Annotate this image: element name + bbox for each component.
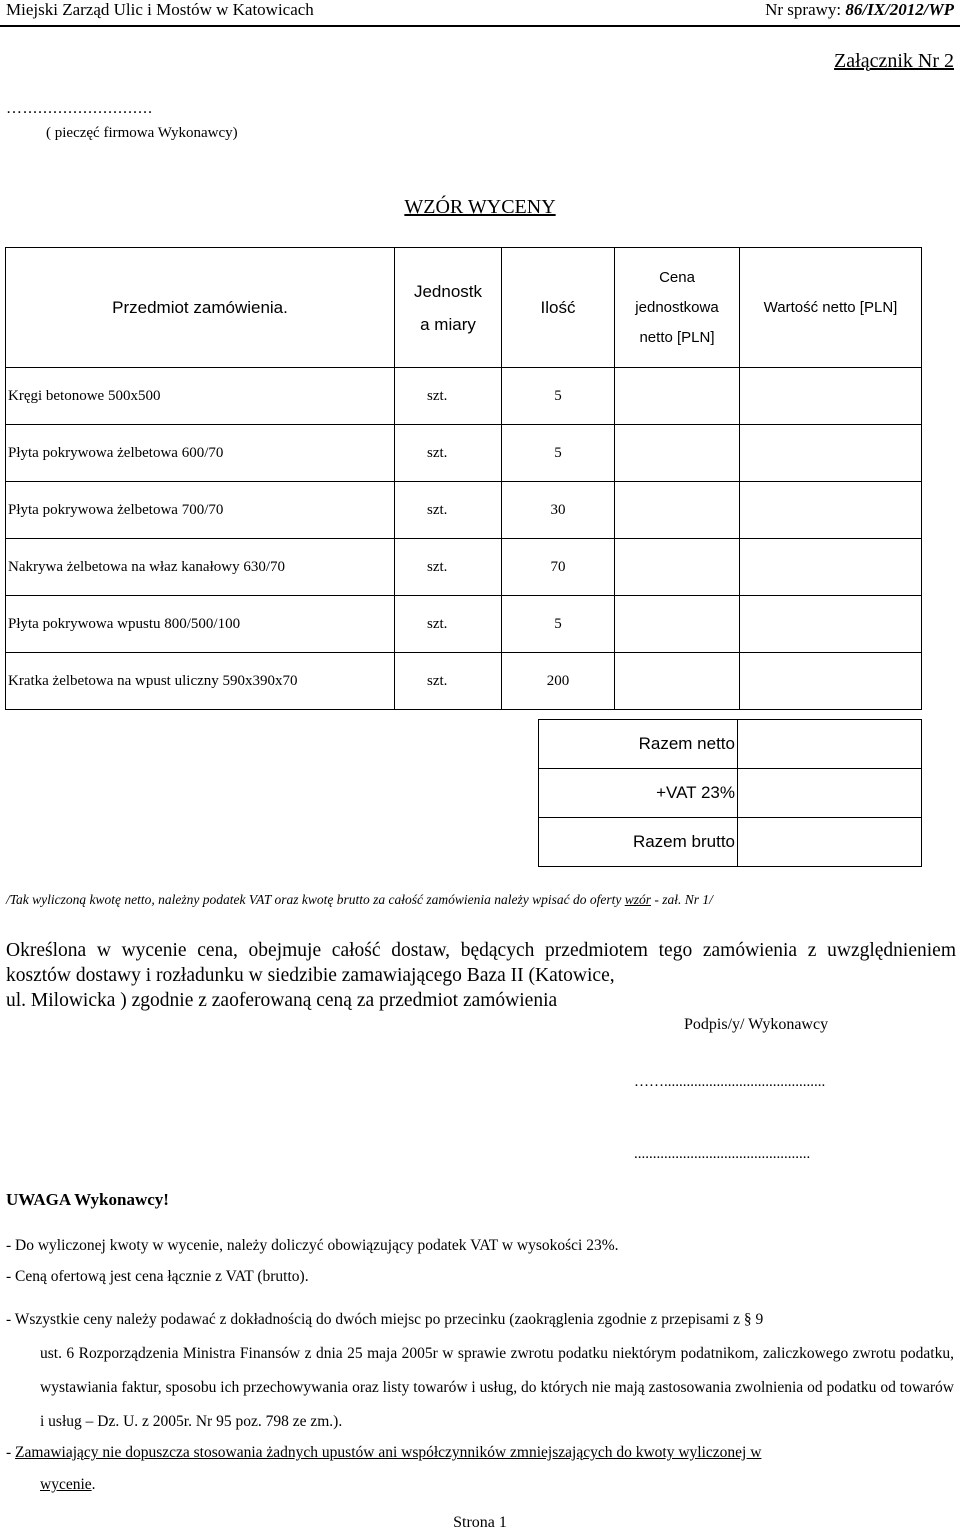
note-text: /Tak wyliczoną kwotę netto, należny podatek VAT oraz kwotę brutto za całość zamówienia należy wpisać do oferty	[6, 892, 625, 907]
header-unit-line2: a miary	[420, 314, 476, 334]
item-net-value-cell[interactable]	[740, 482, 922, 539]
item-unit: szt.	[395, 482, 502, 539]
warning-title: UWAGA Wykonawcy!	[6, 1190, 169, 1209]
rule4-underlined-end: wycenie	[40, 1476, 92, 1493]
item-name: Płyta pokrywowa wpustu 800/500/100	[6, 596, 395, 653]
page-number: Strona 1	[453, 1514, 507, 1531]
warning-rule-rounding	[6, 1303, 954, 1439]
totals-row-gross	[539, 818, 922, 867]
total-gross-label: Razem brutto	[539, 818, 738, 867]
item-name: Płyta pokrywowa żelbetowa 600/70	[6, 425, 395, 482]
rule4-prefix: -	[6, 1444, 16, 1461]
paragraph-line-1: Określona w wycenie cena, obejmuje całość dostaw, będących przedmiotem tego zamówienia z uwzględnieniem kosztów dostawy i rozładunku w siedzibie zamawiającego Baza II (Katowice,	[6, 940, 956, 986]
signature-line-2: ...............................................	[634, 1146, 811, 1162]
item-quantity: 70	[502, 539, 615, 596]
rule4-second-line	[6, 1476, 96, 1493]
total-net-value-cell[interactable]	[738, 720, 922, 769]
header-case-number	[765, 0, 954, 20]
header-price-line3: netto [PLN]	[639, 328, 715, 346]
header-net-value: Wartość netto [PLN]	[740, 248, 922, 368]
item-quantity: 30	[502, 482, 615, 539]
item-net-value-cell[interactable]	[740, 368, 922, 425]
item-unit: szt.	[395, 539, 502, 596]
title-text: WZÓR WYCENY	[404, 196, 556, 218]
note-tail: - zał. Nr 1/	[650, 892, 713, 907]
header-unit-line1: Jednostk	[413, 281, 483, 301]
table-row	[6, 425, 922, 482]
totals-table	[538, 719, 922, 867]
item-name: Kratka żelbetowa na wpust uliczny 590x390x70	[6, 653, 395, 710]
item-quantity: 200	[502, 653, 615, 710]
rounding-rule-first-line: - Wszystkie ceny należy podawać z dokładnością do dwóch miejsc po przecinku (zaokrąglenia zgodnie z przepisami z § 9	[6, 1311, 764, 1328]
paragraph-line-2: ul. Milowicka ) zgodnie z zaoferowaną ceną za przedmiot zamówienia	[6, 990, 558, 1011]
item-net-value-cell[interactable]	[740, 596, 922, 653]
item-unit-price-cell[interactable]	[615, 596, 740, 653]
item-unit-price-cell[interactable]	[615, 653, 740, 710]
stamp-dotted-line: …..........................	[6, 100, 153, 117]
item-quantity: 5	[502, 425, 615, 482]
header-unit-price	[615, 248, 740, 368]
table-header-row	[6, 248, 922, 368]
item-unit-price-cell[interactable]	[615, 368, 740, 425]
document-title	[0, 196, 960, 219]
table-row	[6, 482, 922, 539]
header-item: Przedmiot zamówienia.	[6, 248, 395, 368]
item-unit: szt.	[395, 596, 502, 653]
item-unit: szt.	[395, 425, 502, 482]
item-quantity: 5	[502, 368, 615, 425]
table-row	[6, 539, 922, 596]
warning-rule-gross-price: - Ceną ofertową jest cena łącznie z VAT (brutto).	[6, 1268, 309, 1285]
item-unit-price-cell[interactable]	[615, 482, 740, 539]
header-organization: Miejski Zarząd Ulic i Mostów w Katowicach	[6, 0, 314, 19]
table-row	[6, 653, 922, 710]
stamp-caption: ( pieczęć firmowa Wykonawcy)	[46, 125, 238, 141]
rule4-underlined-text: Zamawiający nie dopuszcza stosowania żadnych upustów ani współczynników zmniejszających do kwoty wyliczonej w	[15, 1444, 762, 1461]
case-number: 86/IX/2012/WP	[845, 0, 954, 19]
price-scope-paragraph	[6, 938, 956, 1013]
item-name: Płyta pokrywowa żelbetowa 700/70	[6, 482, 395, 539]
item-unit: szt.	[395, 653, 502, 710]
item-net-value-cell[interactable]	[740, 539, 922, 596]
table-row	[6, 368, 922, 425]
item-unit: szt.	[395, 368, 502, 425]
item-quantity: 5	[502, 596, 615, 653]
total-vat-value-cell[interactable]	[738, 769, 922, 818]
signature-line-1: ……...........................................	[634, 1074, 826, 1090]
total-vat-label: +VAT 23%	[539, 769, 738, 818]
item-unit-price-cell[interactable]	[615, 539, 740, 596]
header-quantity: Ilość	[502, 248, 615, 368]
header-divider	[0, 25, 960, 27]
note-underlined: wzór	[624, 892, 651, 907]
case-label: Nr sprawy:	[765, 0, 846, 19]
total-net-label: Razem netto	[539, 720, 738, 769]
totals-row-vat	[539, 769, 922, 818]
table-row	[6, 596, 922, 653]
rule4-period: .	[91, 1476, 96, 1493]
item-net-value-cell[interactable]	[740, 653, 922, 710]
signature-label: Podpis/y/ Wykonawcy	[684, 1016, 829, 1033]
header-price-line1: Cena	[659, 268, 695, 286]
warning-rule-no-discounts	[6, 1437, 954, 1501]
item-name: Kręgi betonowe 500x500	[6, 368, 395, 425]
rounding-rule-continuation: ust. 6 Rozporządzenia Ministra Finansów z dnia 25 maja 2005r w sprawie zwrotu podatku niektórym podatnikom, zaliczkowego zwrotu podatku, wystawiania faktur, sposobu ich przechowywania oraz listy towarów i usług, do których nie mają zastosowania zwolnienia od podatku od towarów i usług – Dz. U. z 2005r. Nr 95 poz. 798 ze zm.).	[40, 1345, 954, 1430]
header-price-line2: jednostkowa	[635, 298, 719, 316]
item-name: Nakrywa żelbetowa na właz kanałowy 630/70	[6, 539, 395, 596]
instruction-note	[6, 892, 713, 908]
pricing-table	[5, 247, 922, 710]
annex-label: Załącznik Nr 2	[834, 50, 954, 72]
totals-row-net	[539, 720, 922, 769]
item-unit-price-cell[interactable]	[615, 425, 740, 482]
total-gross-value-cell[interactable]	[738, 818, 922, 867]
header-unit	[395, 248, 502, 368]
warning-rule-vat: - Do wyliczonej kwoty w wycenie, należy doliczyć obowiązujący podatek VAT w wysokości 23%.	[6, 1237, 619, 1254]
item-net-value-cell[interactable]	[740, 425, 922, 482]
